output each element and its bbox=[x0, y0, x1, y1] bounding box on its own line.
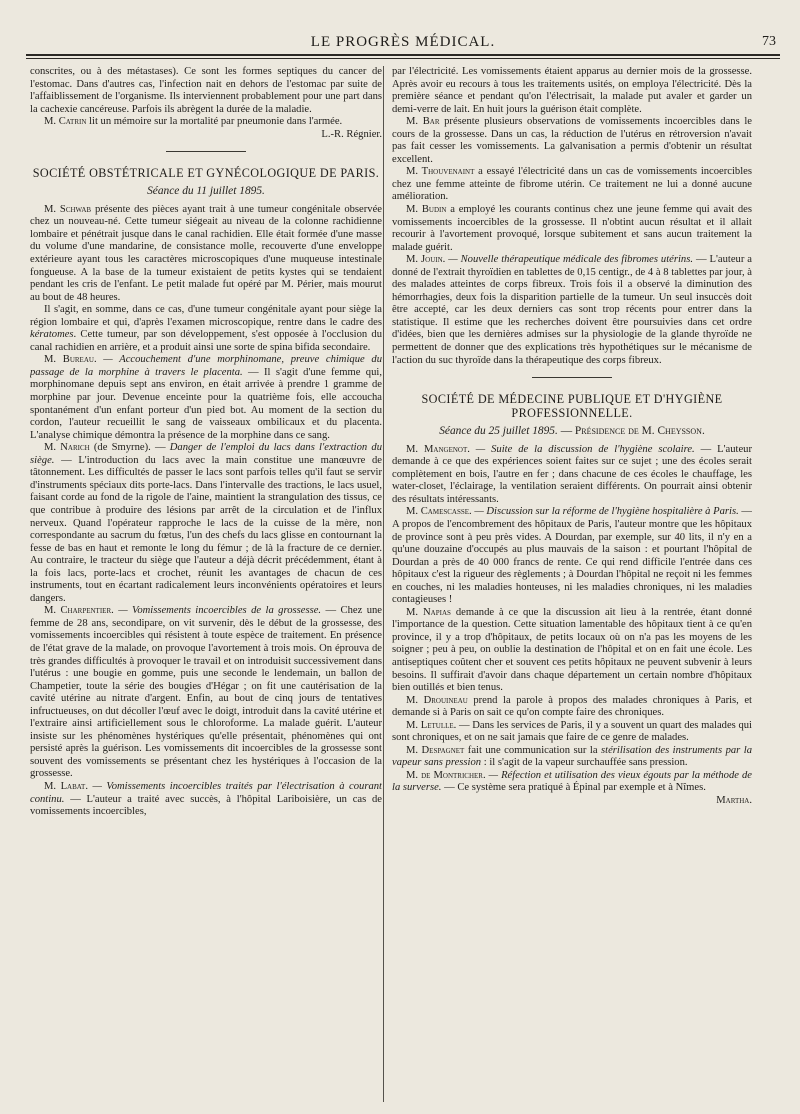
paragraph-text: — L'auteur demande à ce que des expériences soient faites sur ce sujet ; une des écoles serait complètement en bois, l'autre en fer ; dans chacune de ces écoles le chauffage, les water-closet, l'éclairage, la ventilation seraient différents. On pourrait ainsi obtenir des résultats intéressants. bbox=[392, 443, 752, 505]
column-divider bbox=[383, 66, 384, 1102]
author-name: M. Napias bbox=[406, 606, 451, 618]
paragraph-labat bbox=[30, 781, 382, 819]
section-title: SOCIÉTÉ OBSTÉTRICALE ET GYNÉCOLOGIQUE DE PARIS. bbox=[32, 166, 380, 181]
paragraph-text: — Ce système sera pratiqué à Épinal par exemple et à Nîmes. bbox=[441, 782, 706, 794]
author-name: M. de Montricher. bbox=[406, 769, 486, 781]
communication-title: Danger de l'emploi du lacs dans l'extraction du siège. bbox=[30, 442, 382, 466]
paragraph-text: fait une communication sur la bbox=[464, 744, 602, 756]
header-rule bbox=[26, 54, 780, 56]
author-name: M. Catrin bbox=[44, 116, 87, 128]
author-name: M. Labat. bbox=[44, 780, 88, 792]
section-date-text: Séance du 25 juillet 1895. bbox=[439, 425, 558, 438]
paragraph-text: présente plusieurs observations de vomissements incoercibles dans le cours de la grossesse. Dans un cas, la réduction de l'utérus en rétroversion n'avait pas fait cesser les vomissements. La galvanisation a permis d'obtenir un résultat excellent. bbox=[392, 116, 752, 165]
paragraph-bureau bbox=[30, 354, 382, 442]
paragraph-text: a employé les courants continus chez une jeune femme qui avait des vomissements incoercibles de la grossesse. Il n'obtint aucun résultat et il allait recourir à l'avortement provoqué, lorsque subitement et sans aucun traitement la malade guérit. bbox=[392, 204, 752, 253]
paragraph-keratome bbox=[30, 304, 382, 354]
paragraph-intro: conscrites, ou à des métastases). Ce sont les formes septiques du cancer de l'estomac. Dans d'autres cas, l'infection nait en dehors de l'estomac par suite de l'affaiblissement de l'organisme. Ils interviennent probablement pour une part dans la cachexie cancéreuse. Parfois ils abrègent la durée de la maladie. bbox=[30, 66, 382, 115]
paragraph-text: demande à ce que la discussion ait lieu à la rentrée, étant donné l'importance de la question. Cette situation lamentable des hôpitaux tient à ce qu'en province, il y a trop d'hôpitaux, de petits locaux où on n'a pas les moyens de les soigner ; peu à peu, on oublie la destination de l'hôpital et on en fait une école. Les antiseptiques coûtent cher et souvent ces petits hôpitaux ne peuvent subvenir à leurs besoins. Il suffirait d'avoir dans chaque département un certain nombre d'hôpitaux bien outillés et bien tenus. bbox=[392, 606, 752, 694]
paragraph-mangenot bbox=[392, 444, 752, 507]
paragraph-text: présente des pièces ayant trait à une tumeur congénitale observée chez un nouveau-né. Cette tumeur siégeait au niveau de la colonne rachidienne lombaire et pénétrait jusque dans le canal rachidien. Elle était formée d'une masse du volume d'une mandarine, de consistance molle, recouverte d'une enveloppe extérieure ayant tous les caractères microscopiques d'une muqueuse intestinale fongueuse. A la base de la tumeur existaient de petits kystes qui se tendaient pendant les cris de l'enfant. Le petit malade fut opéré par M. Périer, mais mourut au bout de 48 heures. bbox=[30, 203, 382, 303]
section-separator bbox=[532, 377, 612, 378]
paragraph-text: — Chez une femme de 28 ans, secondipare, on vit survenir, dès le début de la grossesse, des vomissements incoercibles qui résistent à toute espèce de traitement. En présence de l'état grave de la malade, on provoque l'avortement à trois mois. On éprouva de très grandes difficultés à provoquer le travail et on introduisit successivement dans l'utérus : une bougie en gomme, puis une seconde le lendemain, un ballon de Champetier, toute la série des bougies d'Hégar ; on fit une cautérisation de la cavité utérine au nitrate d'argent. Enfin, au bout de cinq jours de tentatives infructueuses, on dut décoller l'œuf avec le doigt, introduit dans la cavité utérine et l'extraire ainsi artificiellement sous le chloroforme. La malade guérit. L'auteur insiste sur les phénomènes hystériques qu'elle présentait, phénomènes qui ont persisté après la guérison. Les vomissements dit incoercibles de la grossesse sont souvent des vomissements se présentant chez les hystériques à l'occasion de la grossesse. bbox=[30, 605, 382, 780]
paragraph-text: : il s'agit de la vapeur surchauffée sans pression. bbox=[481, 757, 688, 769]
author-name: M. Narich bbox=[44, 442, 90, 454]
running-header bbox=[26, 30, 780, 54]
paragraph-text: — A propos de l'encombrement des hôpitaux de Paris, l'auteur montre que les hôpitaux de province sont à peu près vides. A Dourdan, par exemple, sur 40 lits, il n'y en a qu'une douzaine d'occupés au plus mauvais de la saison : et pourtant l'hôpital de Dourdan a près de 40 000 francs de rente. Ce qui rend difficile l'entrée dans ces hôpitaux c'est la rigueur des règlements ; à Dourdan l'hôpital ne reçoit ni les femmes en couches, ni les maladies honteuses, ni les maladies chroniques, ni les maladies contagieuses ! bbox=[392, 506, 752, 606]
section-president: — Présidence de M. Cheysson. bbox=[557, 425, 705, 438]
paragraph-charpentier bbox=[30, 605, 382, 781]
communication-title: — Suite de la discussion de l'hygiène scolaire. bbox=[469, 443, 695, 455]
communication-title: — Réfection et utilisation des vieux égouts par la méthode de la surverse. bbox=[392, 769, 752, 794]
paragraph-catrin bbox=[30, 116, 382, 141]
communication-title: — Discussion sur la réforme de l'hygiène hospitalière à Paris. bbox=[471, 506, 739, 518]
paragraph-jouin bbox=[392, 254, 752, 367]
page-number: 73 bbox=[762, 34, 776, 49]
author-name: M. Camescasse. bbox=[406, 506, 472, 518]
paragraph-napias bbox=[392, 607, 752, 695]
author-name: M. Letulle. bbox=[406, 719, 457, 731]
paragraph-text: . Cette tumeur, par son développement, s'est opposée à l'occlusion du canal rachidien en arrière, et a produit ainsi une sorte de spina bifida secondaire. bbox=[30, 329, 382, 353]
paragraph-text: — Dans les services de Paris, il y a souvent un quart des malades qui sont chroniques, et on ne sait jamais que faire de ce genre de malades. bbox=[392, 719, 752, 744]
paragraph-text: a essayé l'électricité dans un cas de vomissements incoercibles chez une femme atteinte de fibrome utérin. Ce traitement ne lui a donné aucune amélioration. bbox=[392, 166, 752, 203]
header-rule-thin bbox=[26, 58, 780, 59]
paragraph-text: lit un mémoire sur la mortalité par pneumonie dans l'armée. bbox=[86, 116, 343, 128]
paragraph-continued: par l'électricité. Les vomissements étaient apparus au dernier mois de la grossesse. Après avoir eu recours à tous les traitements usités, on employa l'électricité. Dès la première séance et pendant qu'on l'électrisait, la malade put avaler et garder un demi-verre de lait. En huit jours la guérison était complète. bbox=[392, 66, 752, 115]
paragraph-text: — L'introduction du lacs avec la main constitue une manœuvre de tâtonnement. Les difficultés de passer le lacs sont parfois telles qu'il faut se servir d'instruments spéciaux dits porte-lacs. Dans l'intervalle des tractions, le lacs usuel, faisant corde au fond de la rigole de l'aine, maintient la strangulation des tissus, ce que contribue à produire des lésions par arrêt de la circulation et de l'influx nerveux. Quand l'opérateur rapproche le lacs de la cuisse de la mère, non correspondante au sacrum du fœtus, l'un des chefs du lacs glisse en contournant la fesse de bas en haut et remonte le long du fémur ; de là la fracture de ce dernier. Au contraire, le tracteur du siège que l'auteur a déjà décrit précédemment, étant à la fois lacs, porte-lacs et crochet, réunit les avantages de chacun de ces instruments, tout en écartant radicalement leurs inconvénients opératoires et leurs dangers. bbox=[30, 454, 382, 604]
paragraph-drouineau bbox=[392, 695, 752, 720]
paragraph-montricher bbox=[392, 769, 752, 806]
paragraph-narich bbox=[30, 442, 382, 605]
author-name: M. Drouineau bbox=[406, 694, 468, 706]
paragraph-text: Il s'agit, en somme, dans ce cas, d'une tumeur congénitale ayant pour siège la région lombaire et qui, d'après l'examen microscopique, rentre dans le cadre des bbox=[30, 304, 382, 328]
paragraph-text: — L'auteur a traité avec succès, à l'hôpital Lariboisière, un cas de vomissements incoercibles, bbox=[30, 793, 382, 818]
paragraph-text: — Il s'agit d'une femme qui, morphinomane depuis sept ans environ, en était arrivée à prendre 1 gramme de morphine par jour. Devenue enceinte pour la quatrième fois, elle accoucha spontanément d'un enfant porteur d'un pied bot. Au moment de la section du cordon, l'auteur recueillit le sang de vaisseaux ombilicaux et du placenta. L'analyse chimique démontra la présence de la morphine dans ce sang. bbox=[30, 366, 382, 441]
author-name: M. Budin bbox=[406, 204, 447, 216]
right-column bbox=[392, 66, 752, 1108]
communication-title: — Nouvelle thérapeutique médicale des fibromes utérins. bbox=[445, 254, 693, 266]
paragraph-despagnet bbox=[392, 745, 752, 770]
section-separator bbox=[166, 151, 246, 152]
paragraph-text: — L'auteur a donné de l'extrait thyroïdien en tablettes de 0,15 centigr., de 4 à 8 tablettes par jour, à des malades atteintes de corps fibreux. Trois fois il a observé la diminution des hémorrhagies, deux fois la disparition partielle de la tumeur. Un seul insuccès doit être accepté, car les deux derniers cas sont trop récents pour entrer dans la statistique. Il estime que les recherches doivent être poursuivies dans cet ordre d'idées, bien que les dernières admises sur la physiologie de la glande thyroïde ne permettent de donner que des explications très hypothétiques sur le mécanisme de l'action du suc thyroïde dans la thérapeutique des corps fibreux. bbox=[392, 254, 752, 366]
paragraph-schwab bbox=[30, 204, 382, 304]
communication-title: stérilisation des instruments par la vapeur sans pression bbox=[392, 744, 752, 769]
author-name: M. Despagnet bbox=[406, 744, 465, 756]
section-title: SOCIÉTÉ DE MÉDECINE PUBLIQUE ET D'HYGIÈNE PROFESSIONNELLE. bbox=[421, 392, 723, 421]
section-date: Séance du 11 juillet 1895. bbox=[147, 185, 265, 198]
author-name: M. Schwab bbox=[44, 203, 92, 215]
journal-title: LE PROGRÈS MÉDICAL. bbox=[310, 34, 496, 50]
signature: Martha. bbox=[716, 794, 752, 806]
paragraph-camescasse bbox=[392, 506, 752, 606]
author-name: M. Bar bbox=[406, 116, 440, 128]
communication-title: — Accouchement d'une morphinomane, preuve chimique du passage de la morphine à travers le placenta. bbox=[30, 354, 382, 378]
paragraph-thouvenaint bbox=[392, 166, 752, 204]
author-place: (de Smyrne). — bbox=[89, 442, 170, 454]
author-name: M. Charpentier. bbox=[44, 605, 114, 617]
signature: L.-R. Régnier. bbox=[321, 128, 382, 140]
author-name: M. Mangenot. bbox=[406, 443, 470, 455]
paragraph-budin bbox=[392, 204, 752, 254]
term: kératomes bbox=[30, 329, 74, 341]
paragraph-bar bbox=[392, 116, 752, 166]
author-name: M. Bureau. bbox=[44, 354, 97, 366]
left-column bbox=[30, 66, 382, 1108]
communication-title: — Vomissements incoercibles de la grossesse. bbox=[113, 605, 322, 617]
paragraph-letulle bbox=[392, 720, 752, 745]
author-name: M. Jouin. bbox=[406, 254, 446, 266]
author-name: M. Thouvenaint bbox=[406, 166, 475, 178]
communication-title: — Vomissements incoercibles traités par l'électrisation à courant continu. bbox=[30, 780, 382, 805]
section-date bbox=[392, 425, 752, 438]
paragraph-text: prend la parole à propos des malades chroniques à Paris, et demande si à Paris on sait ce qu'on compte faire des chroniques. bbox=[392, 694, 752, 719]
